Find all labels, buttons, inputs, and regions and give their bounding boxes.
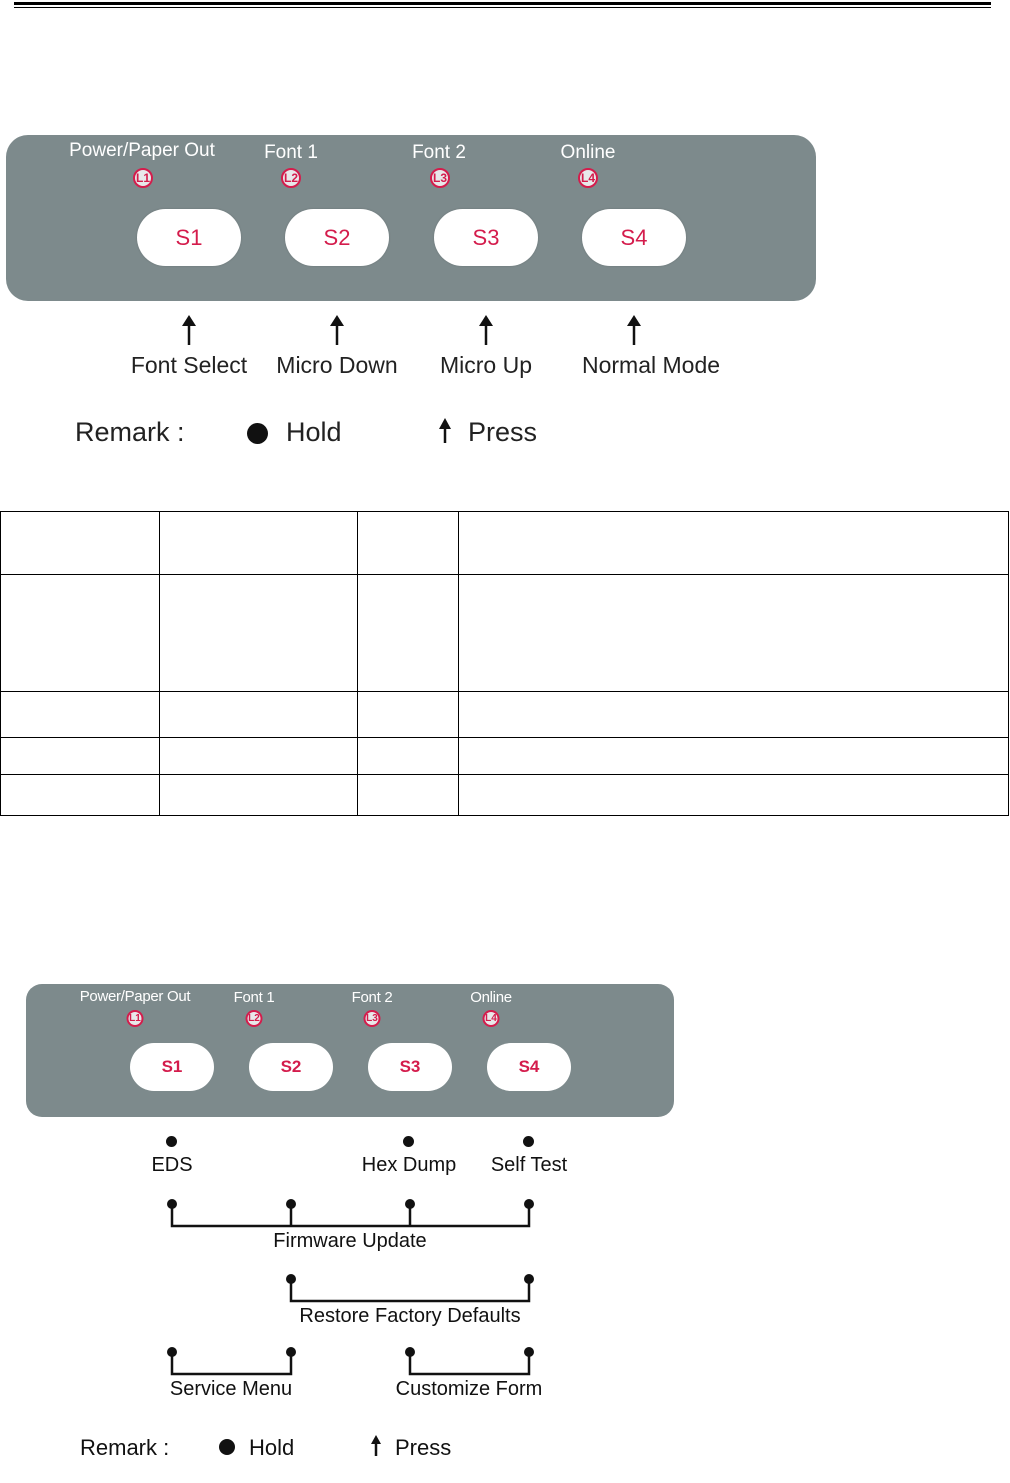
led-title-font1: Font 1 <box>264 142 318 163</box>
table-cell <box>159 775 357 816</box>
remark-hold: Hold <box>249 1435 295 1460</box>
led-l2: L2 <box>246 1010 263 1027</box>
function-firmware-update: Firmware Update <box>273 1230 427 1252</box>
header-rule-thin <box>14 7 991 8</box>
bracket-customize-form <box>405 1347 534 1374</box>
remark-label: Remark : <box>75 417 185 447</box>
led-title-online: Online <box>470 989 512 1006</box>
led-title-font1: Font 1 <box>233 989 275 1006</box>
led-title-power-paper-out: Power/Paper Out <box>79 988 191 1005</box>
function-service-menu: Service Menu <box>169 1378 293 1400</box>
table-cell <box>357 775 458 816</box>
table-row <box>1 692 1009 738</box>
function-normal-mode: Normal Mode <box>581 352 721 378</box>
hold-dot-icon <box>247 423 268 444</box>
function-font-select: Font Select <box>130 352 248 378</box>
led-l1: L1 <box>127 1010 144 1027</box>
function-customize-form: Customize Form <box>395 1378 543 1400</box>
table-cell <box>159 512 357 575</box>
table-row <box>1 575 1009 692</box>
led-l1: L1 <box>133 168 153 188</box>
remark-hold: Hold <box>286 417 342 447</box>
table-cell <box>357 738 458 775</box>
table-cell <box>1 512 160 575</box>
led-l4: L4 <box>578 168 598 188</box>
table-cell <box>159 692 357 738</box>
button-s2[interactable]: S2 <box>285 209 389 266</box>
table-cell <box>357 692 458 738</box>
press-arrow-icon <box>436 417 456 445</box>
table-cell <box>458 692 1008 738</box>
table-cell <box>1 575 160 692</box>
table-cell <box>357 575 458 692</box>
hold-dot-icon <box>403 1136 414 1147</box>
table-cell <box>1 738 160 775</box>
remark-press: Press <box>395 1435 452 1460</box>
control-panel <box>26 984 674 1117</box>
table-cell <box>1 775 160 816</box>
table-cell <box>458 738 1008 775</box>
table-cell <box>458 512 1008 575</box>
press-arrow-icon <box>627 315 641 345</box>
table-row <box>1 775 1009 816</box>
header-rule <box>14 2 991 10</box>
bracket-service-menu <box>167 1347 296 1374</box>
led-title-font2: Font 2 <box>412 142 466 163</box>
button-s3[interactable]: S3 <box>368 1043 452 1091</box>
function-micro-down: Micro Down <box>276 352 398 378</box>
press-arrows <box>0 312 820 352</box>
remark-label: Remark : <box>80 1435 170 1460</box>
table-cell <box>159 575 357 692</box>
function-eds: EDS <box>151 1154 193 1176</box>
led-l2: L2 <box>281 168 301 188</box>
function-self-test: Self Test <box>490 1154 568 1176</box>
button-s3[interactable]: S3 <box>434 209 538 266</box>
button-s1[interactable]: S1 <box>130 1043 214 1091</box>
function-restore-factory-defaults: Restore Factory Defaults <box>299 1305 521 1327</box>
button-s1[interactable]: S1 <box>137 209 241 266</box>
remark-press: Press <box>468 417 538 447</box>
hold-dot-icon <box>523 1136 534 1147</box>
combination-brackets <box>0 1190 700 1390</box>
bracket-firmware-update <box>167 1199 534 1226</box>
table-cell <box>458 575 1008 692</box>
button-s4[interactable]: S4 <box>487 1043 571 1091</box>
hold-dot-icon <box>166 1136 177 1147</box>
press-arrow-icon <box>479 315 493 345</box>
led-l3: L3 <box>430 168 450 188</box>
function-micro-up: Micro Up <box>439 352 533 378</box>
function-hex-dump: Hex Dump <box>361 1154 457 1176</box>
table-cell <box>1 692 160 738</box>
bracket-restore-factory-defaults <box>286 1274 534 1301</box>
press-arrow-icon <box>330 315 344 345</box>
table-cell <box>357 512 458 575</box>
table-cell <box>458 775 1008 816</box>
led-title-font2: Font 2 <box>351 989 393 1006</box>
press-arrow-icon <box>368 1434 386 1458</box>
button-s4[interactable]: S4 <box>582 209 686 266</box>
control-panel <box>6 135 816 301</box>
press-arrow-icon <box>182 315 196 345</box>
hold-dot-icon <box>219 1439 235 1455</box>
header-rule-thick <box>14 2 991 5</box>
table-row <box>1 738 1009 775</box>
table-cell <box>159 738 357 775</box>
button-s2[interactable]: S2 <box>249 1043 333 1091</box>
led-title-power-paper-out: Power/Paper Out <box>69 140 215 161</box>
function-table <box>0 511 1009 816</box>
led-l3: L3 <box>364 1010 381 1027</box>
led-l4: L4 <box>483 1010 500 1027</box>
led-title-online: Online <box>560 142 616 163</box>
table-row <box>1 512 1009 575</box>
